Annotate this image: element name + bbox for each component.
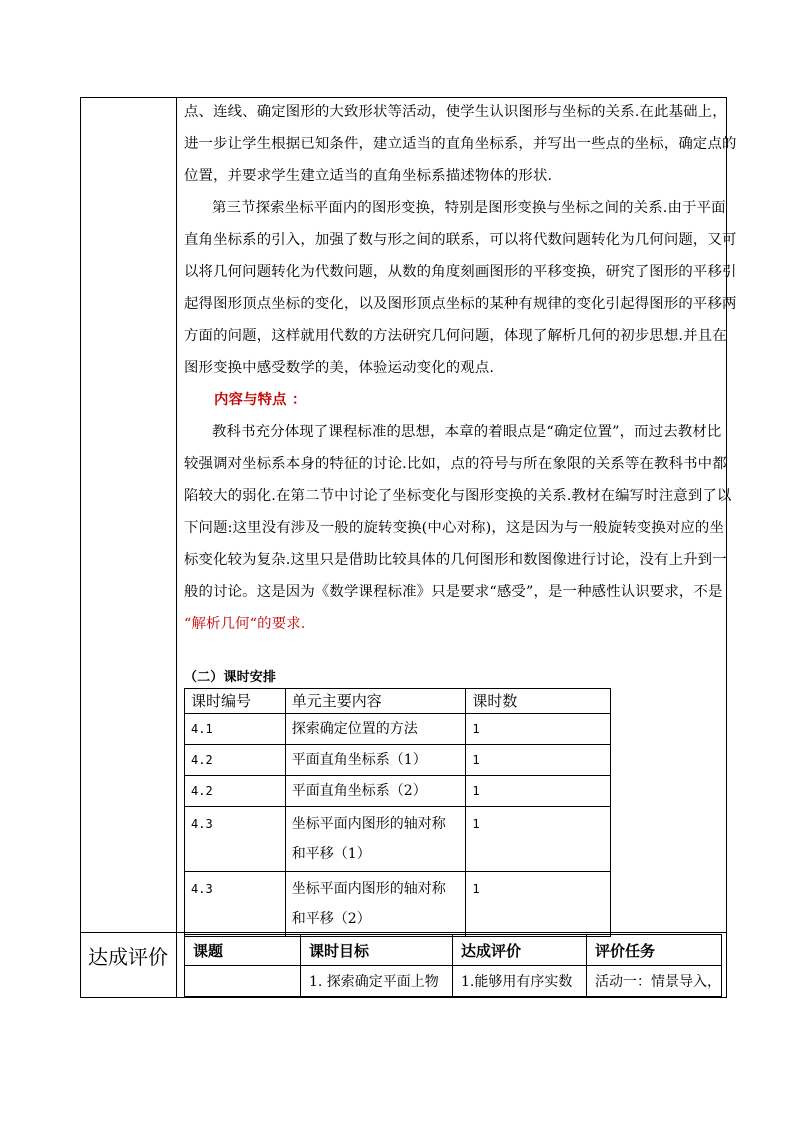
header-cell: 课时数 (466, 689, 611, 714)
table-row (185, 776, 611, 807)
content-cell: 平面直角坐标系（2） (285, 776, 466, 807)
code-cell: 4.2 (185, 745, 286, 776)
paragraph-line: 方面的问题，这样就用代数的方法研究几何问题，体现了解析几何的初步思想.并且在 (184, 328, 727, 344)
column-divider (176, 98, 177, 932)
table-header-row (185, 689, 611, 714)
column-divider (176, 932, 177, 997)
task-cell: 活动一：情景导入， (587, 966, 722, 997)
section-heading-features: 内容与特点 ： (214, 391, 307, 408)
paragraph-line: 第三节探索坐标平面内的图形变换，特别是图形变换与坐标之间的关系.由于平面 (212, 200, 726, 216)
schedule-heading: （二）课时安排 (184, 670, 277, 685)
hours-cell: 1 (466, 776, 611, 807)
code-cell: 4.3 (185, 807, 286, 872)
goal-cell: 1. 探索确定平面上物 (301, 966, 453, 997)
table-row (185, 745, 611, 776)
content-cell: 平面直角坐标系（1） (285, 745, 466, 776)
content-cell: 探索确定位置的方法 (285, 714, 466, 745)
header-cell: 单元主要内容 (285, 689, 466, 714)
content-cell (285, 872, 466, 937)
paragraph-line: 位置，并要求学生建立适当的直角坐标系描述物体的形状. (184, 168, 553, 184)
paragraph-line: 进一步让学生根据已知条件，建立适当的直角坐标系，并写出一些点的坐标，确定点的 (184, 136, 737, 152)
paragraph-line: 标变化较为复杂.这里只是借助比较具体的几何图形和数图像进行讨论，没有上升到一 (184, 552, 727, 568)
evaluation-table (184, 934, 722, 997)
paragraph-line: 直角坐标系的引入，加强了数与形之间的联系，可以将代数问题转化为几何问题，又可 (184, 232, 737, 248)
content-line: 和平移（2） (291, 911, 371, 927)
header-cell: 达成评价 (453, 935, 587, 966)
code-cell: 4.3 (185, 872, 286, 937)
paragraph-line: 图形变换中感受数学的美，体验运动变化的观点. (184, 360, 495, 376)
paragraph-line: 教科书充分体现了课程标准的思想，本章的着眼点是“确定位置”，而过去教材比 (212, 424, 722, 440)
header-cell: 评价任务 (587, 935, 722, 966)
evaluation-label: 达成评价 (88, 945, 168, 969)
content-line: 坐标平面内图形的轴对称 (291, 816, 446, 832)
code-cell: 4.2 (185, 776, 286, 807)
table-row (185, 872, 611, 937)
evaluation-row (185, 966, 722, 997)
evaluation-header-row (185, 935, 722, 966)
paragraph-line: 般的讨论。这是因为《数学课程标准》只是要求“感受”，是一种感性认识要求，不是 (184, 584, 723, 600)
schedule-table (184, 688, 611, 937)
paragraph-line: 以将几何问题转化为代数问题，从数的角度刻画图形的平移变换，研究了图形的平移引 (184, 264, 737, 280)
assessment-cell: 1.能够用有序实数 (453, 966, 587, 997)
content-cell (285, 807, 466, 872)
header-cell: 课时编号 (185, 689, 286, 714)
paragraph-line: 陷较大的弱化.在第二节中讨论了坐标变化与图形变换的关系.教材在编写时注意到了以 (184, 488, 732, 504)
header-cell: 课题 (185, 935, 301, 966)
hours-cell: 1 (466, 872, 611, 937)
header-cell: 课时目标 (301, 935, 453, 966)
paragraph-line: 点、连线、确定图形的大致形状等活动，使学生认识图形与坐标的关系.在此基础上， (184, 104, 727, 120)
code-cell: 4.1 (185, 714, 286, 745)
paragraph-line: 较强调对坐标系本身的特征的讨论.比如，点的符号与所在象限的关系等在教科书中都 (184, 456, 727, 472)
topic-cell (185, 966, 301, 997)
hours-cell: 1 (466, 745, 611, 776)
table-row (185, 807, 611, 872)
content-line: 和平移（1） (291, 846, 371, 862)
hours-cell: 1 (466, 714, 611, 745)
table-row (185, 714, 611, 745)
paragraph-line: “解析几何“的要求. (184, 616, 306, 632)
hours-cell: 1 (466, 807, 611, 872)
paragraph-line: 下问题:这里没有涉及一般的旋转变换(中心对称)，这是因为与一般旋转变换对应的坐 (184, 520, 724, 536)
paragraph-line: 起得图形顶点坐标的变化，以及图形顶点坐标的某种有规律的变化引起得图形的平移两 (184, 296, 737, 312)
content-line: 坐标平面内图形的轴对称 (291, 881, 446, 897)
